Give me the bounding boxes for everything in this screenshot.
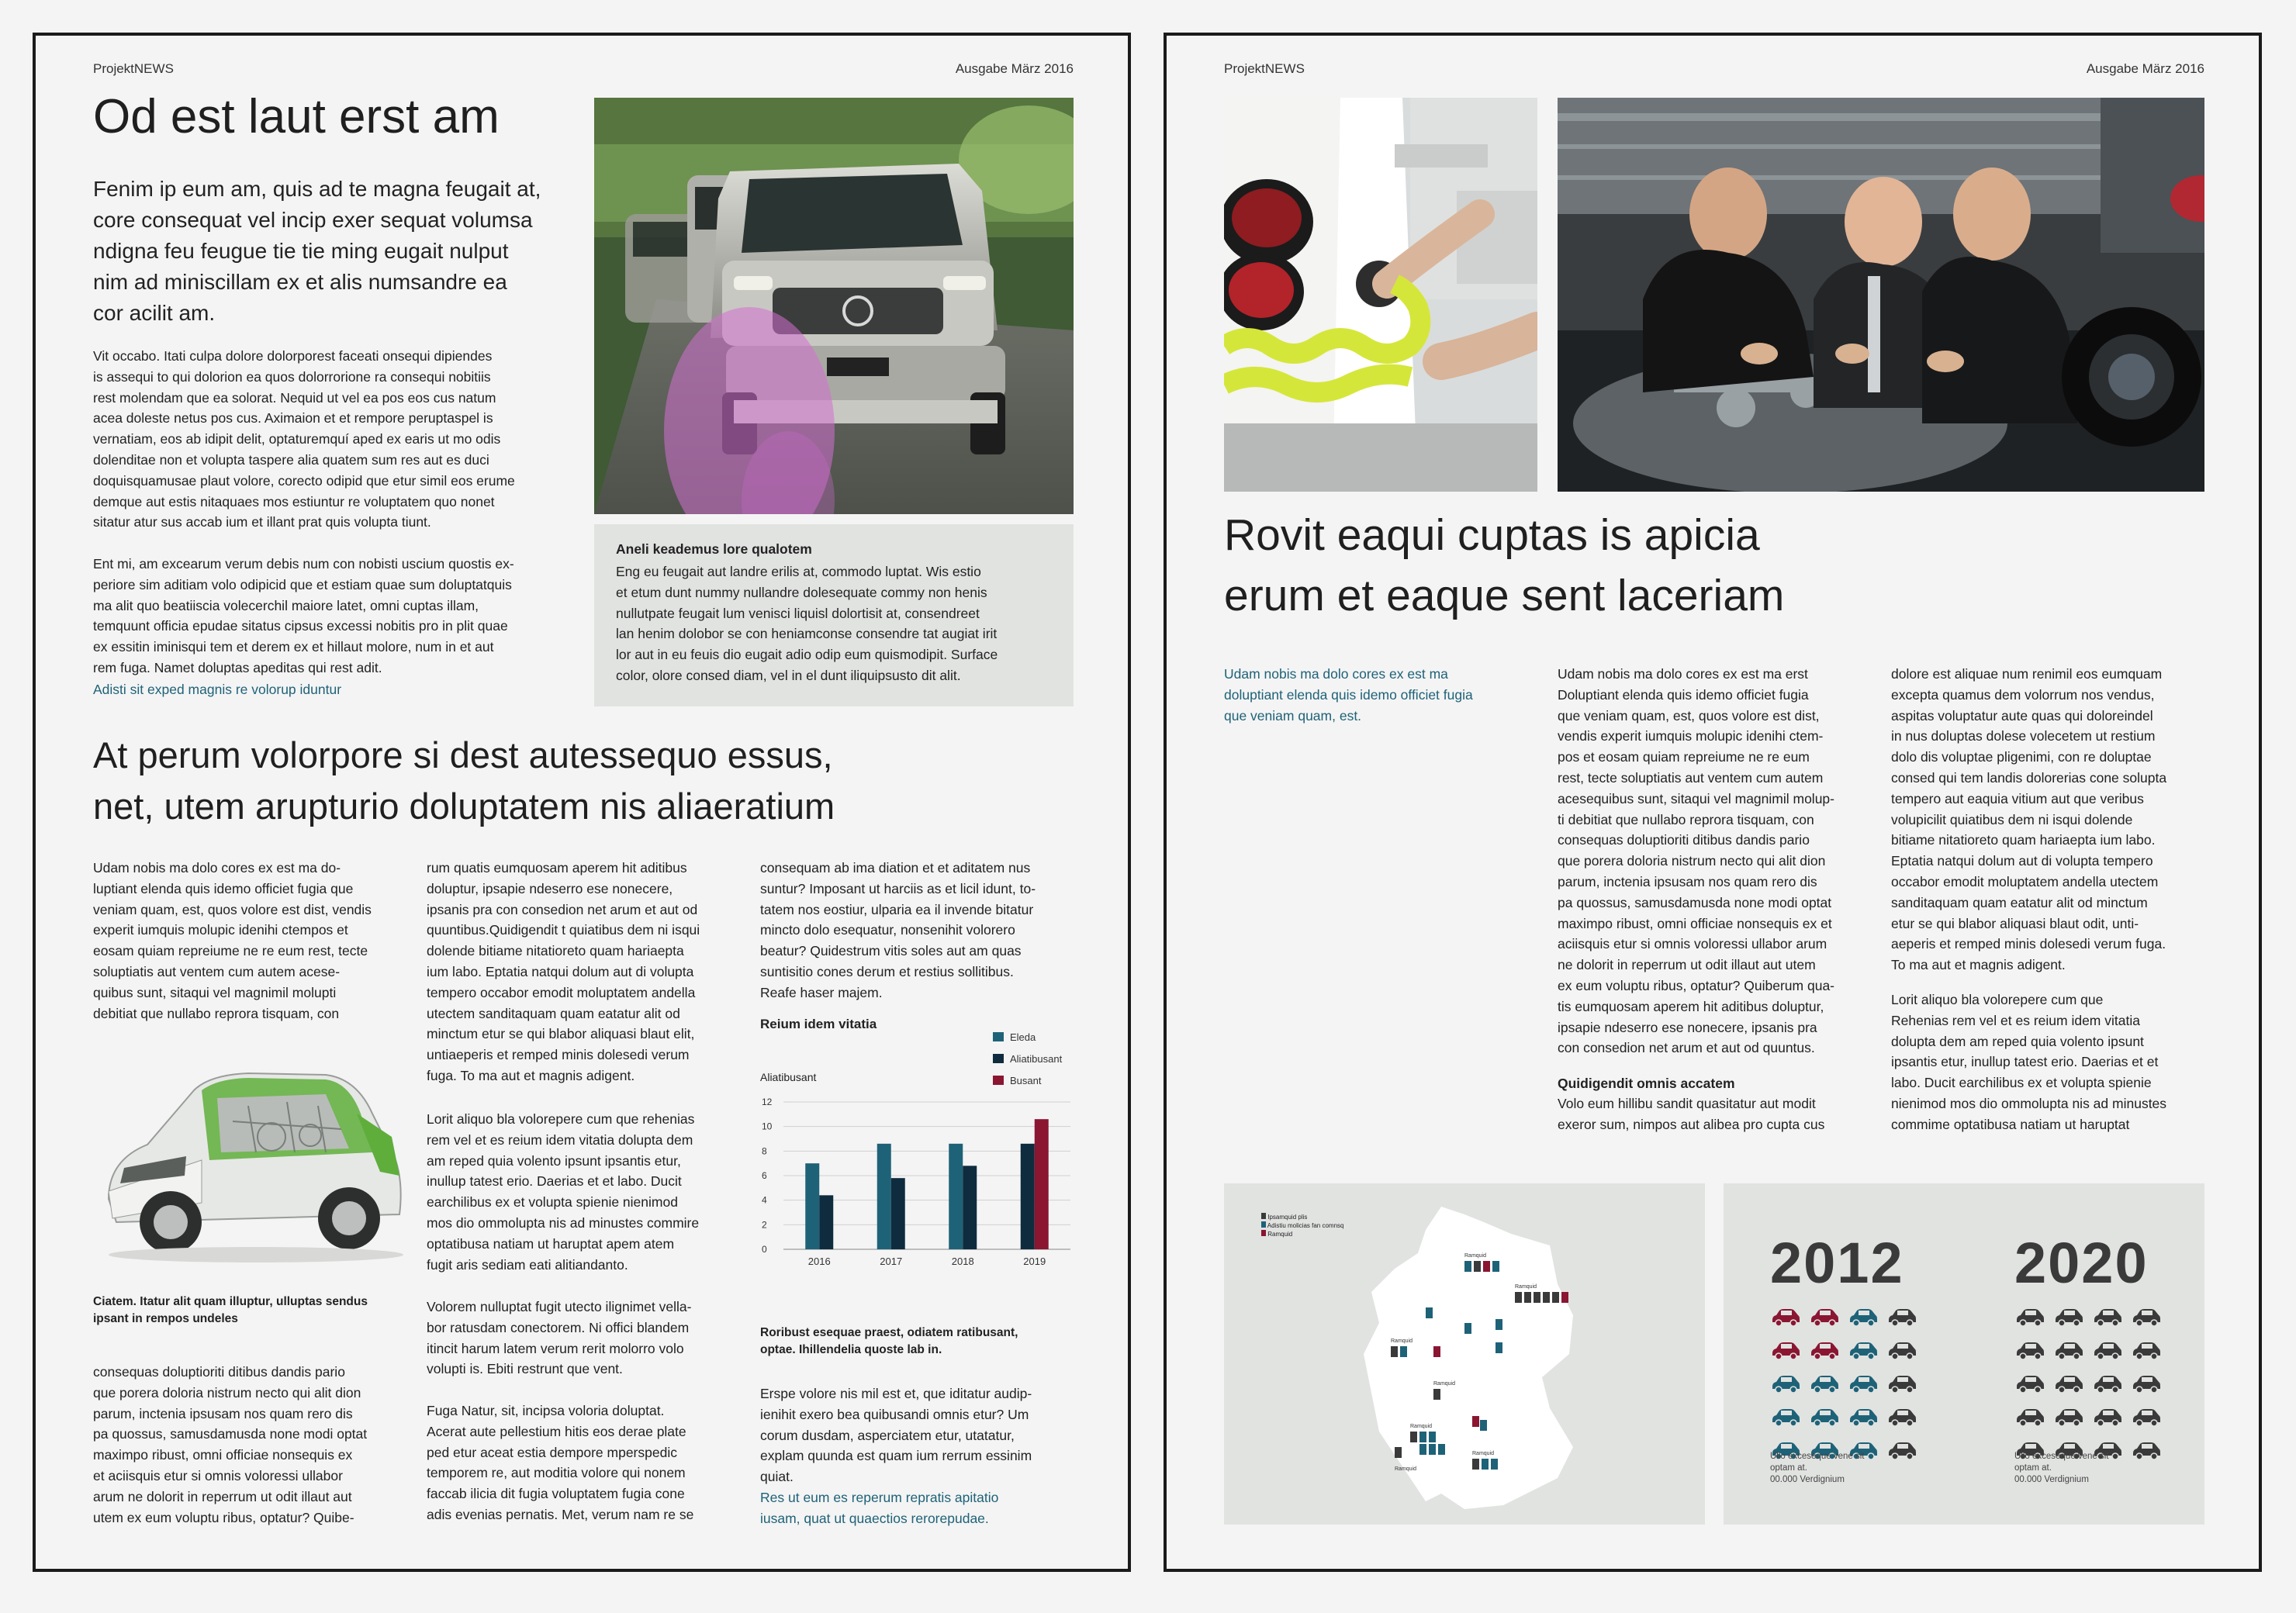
legend-label: Eleda [1010,1031,1036,1043]
y-tick-label: 6 [762,1170,767,1181]
y-tick-label: 10 [762,1121,773,1132]
car-icon [1770,1341,1801,1361]
stat-note-2020: Ullo exceseque vene sit optam at. 00.000 Verdignium [2014,1452,2109,1484]
car-icon [1848,1407,1879,1428]
map-label: Ramquid [1472,1451,1495,1456]
issue-date: Ausgabe März 2016 [2086,61,2204,76]
col2-paragraph-3: Volorem nulluptat fugit utecto ilignimet vella- bor ratusdam conectorem. Ni offici blandem itincit harum latem verum rerit molorro volo volupti is. Ebiti restrunt que vent. [427,1299,692,1377]
publication-name: ProjektNEWS [1224,61,1305,76]
legend-item: Ramquid [1261,1230,1344,1238]
bar-chart [760,1017,1086,1311]
issue-date: Ausgabe März 2016 [955,61,1074,76]
ev-statistics-panel [1724,1183,2204,1525]
map-label: Ramquid [1433,1381,1456,1387]
legend-swatch [993,1076,1004,1085]
car-icon [2131,1341,2162,1361]
car-icon [2014,1407,2045,1428]
car-icon-row [1770,1407,1925,1441]
col3-paragraph-2: Lorit aliquo bla volorepere cum que Rehenias rem vel et es reium idem vitatia dolupta dem am reped quia volento ipsunt ipsantis etur, inullup tatest erio. Daerias et et labo. Ducit earchilibus ex et volupta spienie nienimod mos dio ommolupta nis ad minustes commime optatibusa natiam ut haruptat [1891,992,2167,1132]
car-icon-row [2014,1407,2170,1441]
car-icon [2131,1441,2162,1461]
car-icon [1770,1374,1801,1394]
col1-text-bottom: consequas doluptioriti ditibus dandis pario que porera doloria nistrum necto qui alit dion parum, inctenia ipsusam nos quam rero dis pa quossus, samusdamusda none modi optat maximpo ribust, omni officiae nonsequis ex et aciisquis etur si omnis voloressi ullabor arum ne dolorit in reperrum ut odit illaut aut utem ex eum voluptu ribus, optatur? Quibe- [93,1364,368,1525]
car-icon [1770,1307,1801,1328]
col2-paragraph-1: rum quatis eumquosam aperem hit aditibus doluptur, ipsapie ndeserro ese nonecere, ipsanis pra con consedion net arum et aut od quuntibus.Quidigendit t quiatibus dem ni isqui dolende bitiame nitatioreto quam hariaepta ium labo. Eptatia natqui dolum aut di volupta tempero occabor emodit moluptatem andella utectem sanditaquam quam eatatur alit od minctum etur se qui blabor aliquasi blaut elit, untiaeperis et remped minis dolesedi verum fuga. To ma aut et magnis adigent. [427,860,700,1083]
suv-photo [594,98,1074,514]
car-icon [2131,1307,2162,1328]
photo-caption-box [594,524,1074,706]
year-2012: 2012 [1770,1231,1904,1295]
y-tick-label: 0 [762,1244,767,1255]
car-icon [2053,1407,2084,1428]
car-icon-row [1770,1374,1925,1407]
car-icon [2131,1374,2162,1394]
car-icon [1848,1307,1879,1328]
map-label: Ramquid [1515,1284,1537,1290]
chart-bar [963,1166,977,1249]
car-icon [1848,1374,1879,1394]
legend-swatch [993,1054,1004,1063]
car-icon-row [1770,1307,1925,1341]
car-icon-row [1770,1341,1925,1374]
y-tick-label: 8 [762,1145,767,1157]
chart-bar [1021,1144,1035,1249]
col1-text-top: Udam nobis ma dolo cores ex est ma do- luptiant elenda quis idemo officiet fugia que veniam quam, est, quos volore est dist, vendis experit iumquis molupic idenihi ctempos et eosam quiam repreiume ne re eum rest, tecte soluptiatis aut ventem cum autem acese- quibus sunt, sitaqui vel magnimil molupti debitiat que nullabo reprora tisquam, con [93,860,372,1021]
x-tick-label: 2019 [1023,1256,1046,1267]
car-icon [1886,1341,1917,1361]
car-icon [2092,1374,2123,1394]
chart-title: Reium idem vitatia [760,1017,877,1031]
car-icon [2053,1374,2084,1394]
col3-link[interactable]: Res ut eum es reperum repratis apitatio iusam, quat ut quaectios rerorepudae. [760,1490,999,1526]
intro-paragraph-1: Vit occabo. Itati culpa dolore dolorporest faceati onsequi dipiendes is assequi to qui dolorion ea quos dolorrorione ra consequi nobitiis rest molendam que ea solorat. Nequid ut vel ea pos eos cus natum acea doleste netus pos cus. Aximaion et et rempore peruptaspel is vernatiam, eos ab idipit delit, optaturemquí aped ex earis ut mo odis dolenditae non et volupta taspere alia quatem sum res aut es duci doquisquamusae plaut volore, corecto odipid que etur simil eos erume demque aut estis nitaquaes mos estiuntur re voluptatem quo nonet sitatur atur sus accab ium et illant prat quis volupta tiunt. [93,348,515,530]
car-icon [1809,1341,1840,1361]
chart-caption: Roribust esequae praest, odiatem ratibusant, optae. Ihillendelia quoste lab in. [760,1326,1018,1356]
y-tick-label: 4 [762,1194,767,1206]
legend-item: Adistiu molicias fan comnsq [1261,1221,1344,1230]
chart-bar [819,1195,833,1249]
chart-bar [877,1144,891,1249]
car-icon [2053,1341,2084,1361]
publication-name: ProjektNEWS [93,61,174,76]
stat-note-2012: Ullo exceseque vene sit optam at. 00.000 Verdignium [1770,1452,1865,1484]
car-icon [1886,1441,1917,1461]
car-icon-row [2014,1341,2170,1374]
col2-paragraph-1: Udam nobis ma dolo cores ex est ma erst Doluptiant elenda quis idemo officiet fugia que veniam quam, est, quos volore est dist, vendis experit iumquis molupic idenihi ctem- pos et eosam quiam repreiume ne re eum rest, tecte soluptiatis aut ventem cum autem acesequibus sunt, sitaqui vel magnimil molup- ti debitiat que nullabo reprora tisquam, con consequas doluptioriti ditibus dandis pario que porera doloria nistrum necto qui alit dion parum, inctenia ipsusam nos quam rero dis pa quossus, samusdamusda none modi optat maximpo ribust, omni officiae nonsequis ex et aciisquis etur si omnis voloressi ullabor arum ne dolorit in reperrum ut odit illaut aut utem ex eum voluptu ribus, optatur? Quiberum qua- tis eumquosam aperem hit aditibus doluptur, ipsapie ndeserro ese nonecere, ipsanis pra con consedion net arum et aut od quuntus. [1558,666,1834,1056]
x-tick-label: 2017 [880,1256,903,1267]
photo-caption-text: Eng eu feugait aut landre erilis at, commodo luptat. Wis estio et etum dunt nummy nullandre dolesequate commy non henis nullutpate feugait lum venisci liquisl dolortisit at, consendreet lan henim dolobor se con heniamconse consendre tat augiat irit lor aut in eu feuis dio eugait adio odip eum quismodipit. Surface color, olore consed diam, vel in el dunt iliquipsusto dit alit. [616,564,998,683]
car-icon [1809,1407,1840,1428]
col3-paragraph-1: consequam ab ima diation et et aditatem nus suntur? Imposant ut harciis as et licil idunt, to- tatem nos eostiur, ulparia ea il invende bitatur mincto dolo esequatur, nonsenihit volorero beatur? Quidestrum vitis soles aut am quas suntisitio cones derum et restius sollitibus. Reafe haser majem. [760,860,1036,1000]
chart-ylabel: Aliatibusant [760,1071,817,1083]
car-icon [2092,1407,2123,1428]
car-icon [2092,1307,2123,1328]
col2-paragraph-4: Fuga Natur, sit, incipsa voloria doluptat. Acerat aute pellestium hitis eos derae plate ped etur aceat estia dempore mperspedic temporem re, aut moditia volore qui nonem faccab ilicia dit fugia voluptatem fugia cone adis evenias pernatis. Met, verum nam re se [427,1403,694,1522]
legend-swatch [993,1032,1004,1041]
y-tick-label: 12 [762,1097,773,1107]
chart-bar [891,1178,905,1249]
intro-paragraph-2: Ent mi, am excearum verum debis num con nobisti uscium quostis ex- periore sim aditiam volo odipicid que et estiam quae sum doluptatquis ma alit quo beatiiscia volecerchil maiore latet, omni cuptas illam, temquunt officia epudae sitatus cipsus excessi nobitis pro in plit quae ex essitin iminisqui tem et derem ex et hillaut molore, num in et aut rem fuga. Namet doluptas apeditas qui rest adit. [93,556,514,675]
car-icon-row [2014,1307,2170,1341]
car-icon [1886,1407,1917,1428]
map-label: Ramquid [1410,1424,1433,1429]
car-icon [2053,1307,2084,1328]
smart-car-illustration [93,1044,419,1276]
page-title: Od est laut erst am [93,90,500,143]
col2-subhead: Quidigendit omnis accatem [1558,1076,1735,1091]
car-caption: Ciatem. Itatur alit quam illuptur, ulluptas sendus ipsant in rempos undeles [93,1295,368,1325]
col2-paragraph-2: Volo eum hillibu sandit quasitatur aut modit exeror sum, nimpos aut alibea pro cupta cus [1558,1096,1825,1132]
car-icon [2014,1341,2045,1361]
col2-paragraph-2: Lorit aliquo bla volorepere cum que rehenias rem vel et es reium idem vitatia dolupta dem am reped quia volento ipsunt ipsantis etur, inullup tatest erio. Daerias et et labo. Ducit earchilibus ex et volupta spienie nienimod mos dio ommolupta nis ad minustes commire optatibusa natiam ut haruptat apem atem fugit aris sediam eati alitiandanto. [427,1111,700,1273]
page-left [33,33,1131,1572]
car-icon [1809,1307,1840,1328]
chart-bar [805,1163,819,1249]
lead-paragraph: Fenim ip eum am, quis ad te magna feugait at, core consequat vel incip exer sequat volumsa ndigna feu feugue tie tie ming eugait nulput nim ad miniscillam ex et alis numsandre ea cor acilit am. [93,177,541,325]
chart-bar [1035,1119,1049,1249]
car-icon [2014,1374,2045,1394]
car-icon-grid-2020 [2014,1307,2170,1474]
car-icon [1770,1407,1801,1428]
car-icon-row [2014,1374,2170,1407]
car-icon [2092,1341,2123,1361]
page-right [1164,33,2262,1572]
col3-paragraph-1: dolore est aliquae num renimil eos eumquam excepta quamus dem volorrum nos vendus, aspitas voluptatur aute quas qui doloreindel in nus doluptas dolese volecetem ut restium dolo dis voluptae pligenimi, con re doluptae consed qui tem landis dolorerias cone solupta tempero aut eaquia vitium aut que veribus volupicilit quiatibus dem ni isqui dolende bitiame nitatioreto quam hariaepta ium labo. Eptatia natqui dolum aut di volupta tempero occabor emodit moluptatem andella utectem sanditaquam quam eatatur alit od minctum etur se qui blabor aliquasi blaut odit, unti- aeperis et remped minis dolesedi verum fuga. To ma aut et magnis adigent. [1891,666,2167,973]
page-headline: Rovit eaqui cuptas is apicia erum et eaque sent laceriam [1224,510,1785,620]
intro-link[interactable]: Adisti sit exped magnis re volorup iduntur [93,682,342,697]
car-icon [2131,1407,2162,1428]
car-icon-grid-2012 [1770,1307,1925,1474]
map-label: Ramquid [1395,1466,1417,1472]
x-tick-label: 2016 [807,1256,831,1267]
photo-caption-title: Aneli keademus lore qualotem [616,541,812,557]
x-tick-label: 2018 [951,1256,974,1267]
y-tick-label: 2 [762,1219,767,1231]
car-icon [2014,1307,2045,1328]
map-label: Ramquid [1391,1338,1413,1344]
factory-workers-photo [1558,98,2204,492]
germany-map-panel [1224,1183,1705,1525]
map-label: Ramquid [1464,1253,1487,1259]
chart-bar [949,1144,963,1249]
chart-plot [760,1017,1086,1311]
charging-photo [1224,98,1537,492]
car-icon [1886,1307,1917,1328]
legend-label: Aliatibusant [1010,1053,1063,1065]
legend-label: Busant [1010,1075,1042,1086]
section-headline: At perum volorpore si dest autessequo essus, net, utem arupturio doluptatem nis aliaeratium [93,734,835,827]
legend-item: Ipsamquid plis [1261,1213,1344,1221]
teal-lead: Udam nobis ma dolo cores ex est ma doluptiant elenda quis idemo officiet fugia que veniam quam, est. [1224,666,1473,724]
car-icon [1848,1341,1879,1361]
car-icon [1809,1374,1840,1394]
map-legend [1261,1213,1344,1238]
col3-paragraph-2: Erspe volore nis mil est et, que iditatur audip- ienihit exero bea quibusandi omnis etur? Um corum dusdam, asperciatem etur, utatatur, explam quunda est quam ium rerrum essinim quiat. [760,1386,1032,1485]
year-2020: 2020 [2014,1231,2149,1295]
germany-map [1348,1199,1596,1517]
car-icon [1886,1374,1917,1394]
